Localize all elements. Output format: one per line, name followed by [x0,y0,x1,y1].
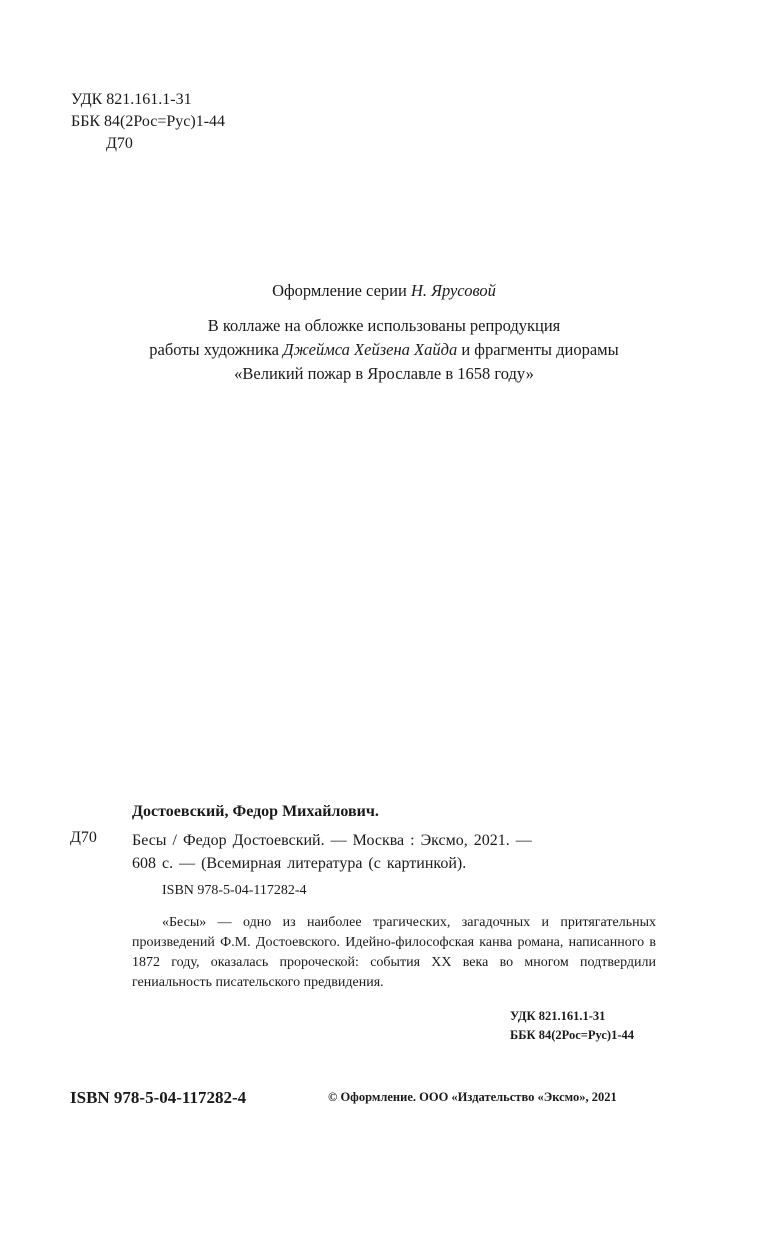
cover-credit-line-2-suffix: и фрагменты диорамы [457,340,619,359]
catalog-bbk: ББК 84(2Рос=Рус)1-44 [510,1028,634,1042]
biblio-line-1: Бесы / Федор Достоевский. — Москва : Эксмо, 2021. — [132,832,532,849]
annotation: «Бесы» — одно из наиболее трагических, загадочных и притягательных произведений Ф.М. Достоевского. Идейно-философская канва романа, написанного в 1872 году, оказалась пророческой: события XX века во многом подтвердили гениальность писательского предвидения. [132,915,656,990]
biblio-line-2: 608 с. — (Всемирная литература (с картинкой). [132,855,467,872]
copyright-notice: © Оформление. ООО «Издательство «Эксмо», 2021 [328,1090,617,1104]
catalog-udk: УДК 821.161.1-31 [510,1009,606,1023]
cover-credit-line-3: «Великий пожар в Ярославле в 1658 году» [234,364,534,383]
series-credit-prefix: Оформление серии [272,281,411,300]
classification-block [71,89,225,155]
bibliographic-description [132,829,660,875]
catalog-author-mark: Д70 [70,829,97,846]
cover-credit [0,314,768,386]
bbk-code: ББК 84(2Рос=Рус)1-44 [71,113,226,130]
catalog-author-heading: Достоевский, Федор Михайлович. [132,803,379,820]
udk-code: УДК 821.161.1-31 [71,91,192,108]
cover-credit-line-1: В коллаже на обложке использованы репродукция [207,316,561,335]
series-design-credit [0,279,768,303]
author-mark: Д70 [106,135,133,152]
cover-credit-line-2 [0,338,768,362]
cover-artist-name: Джеймса Хейзена Хайда [283,340,458,359]
catalog-isbn: ISBN 978-5-04-117282-4 [162,883,307,898]
series-designer-name: Н. Ярусовой [410,281,496,300]
footer-isbn: ISBN 978-5-04-117282-4 [70,1088,247,1107]
cover-credit-line-2-prefix: работы художника [149,340,284,359]
catalog-classification [510,1007,634,1045]
